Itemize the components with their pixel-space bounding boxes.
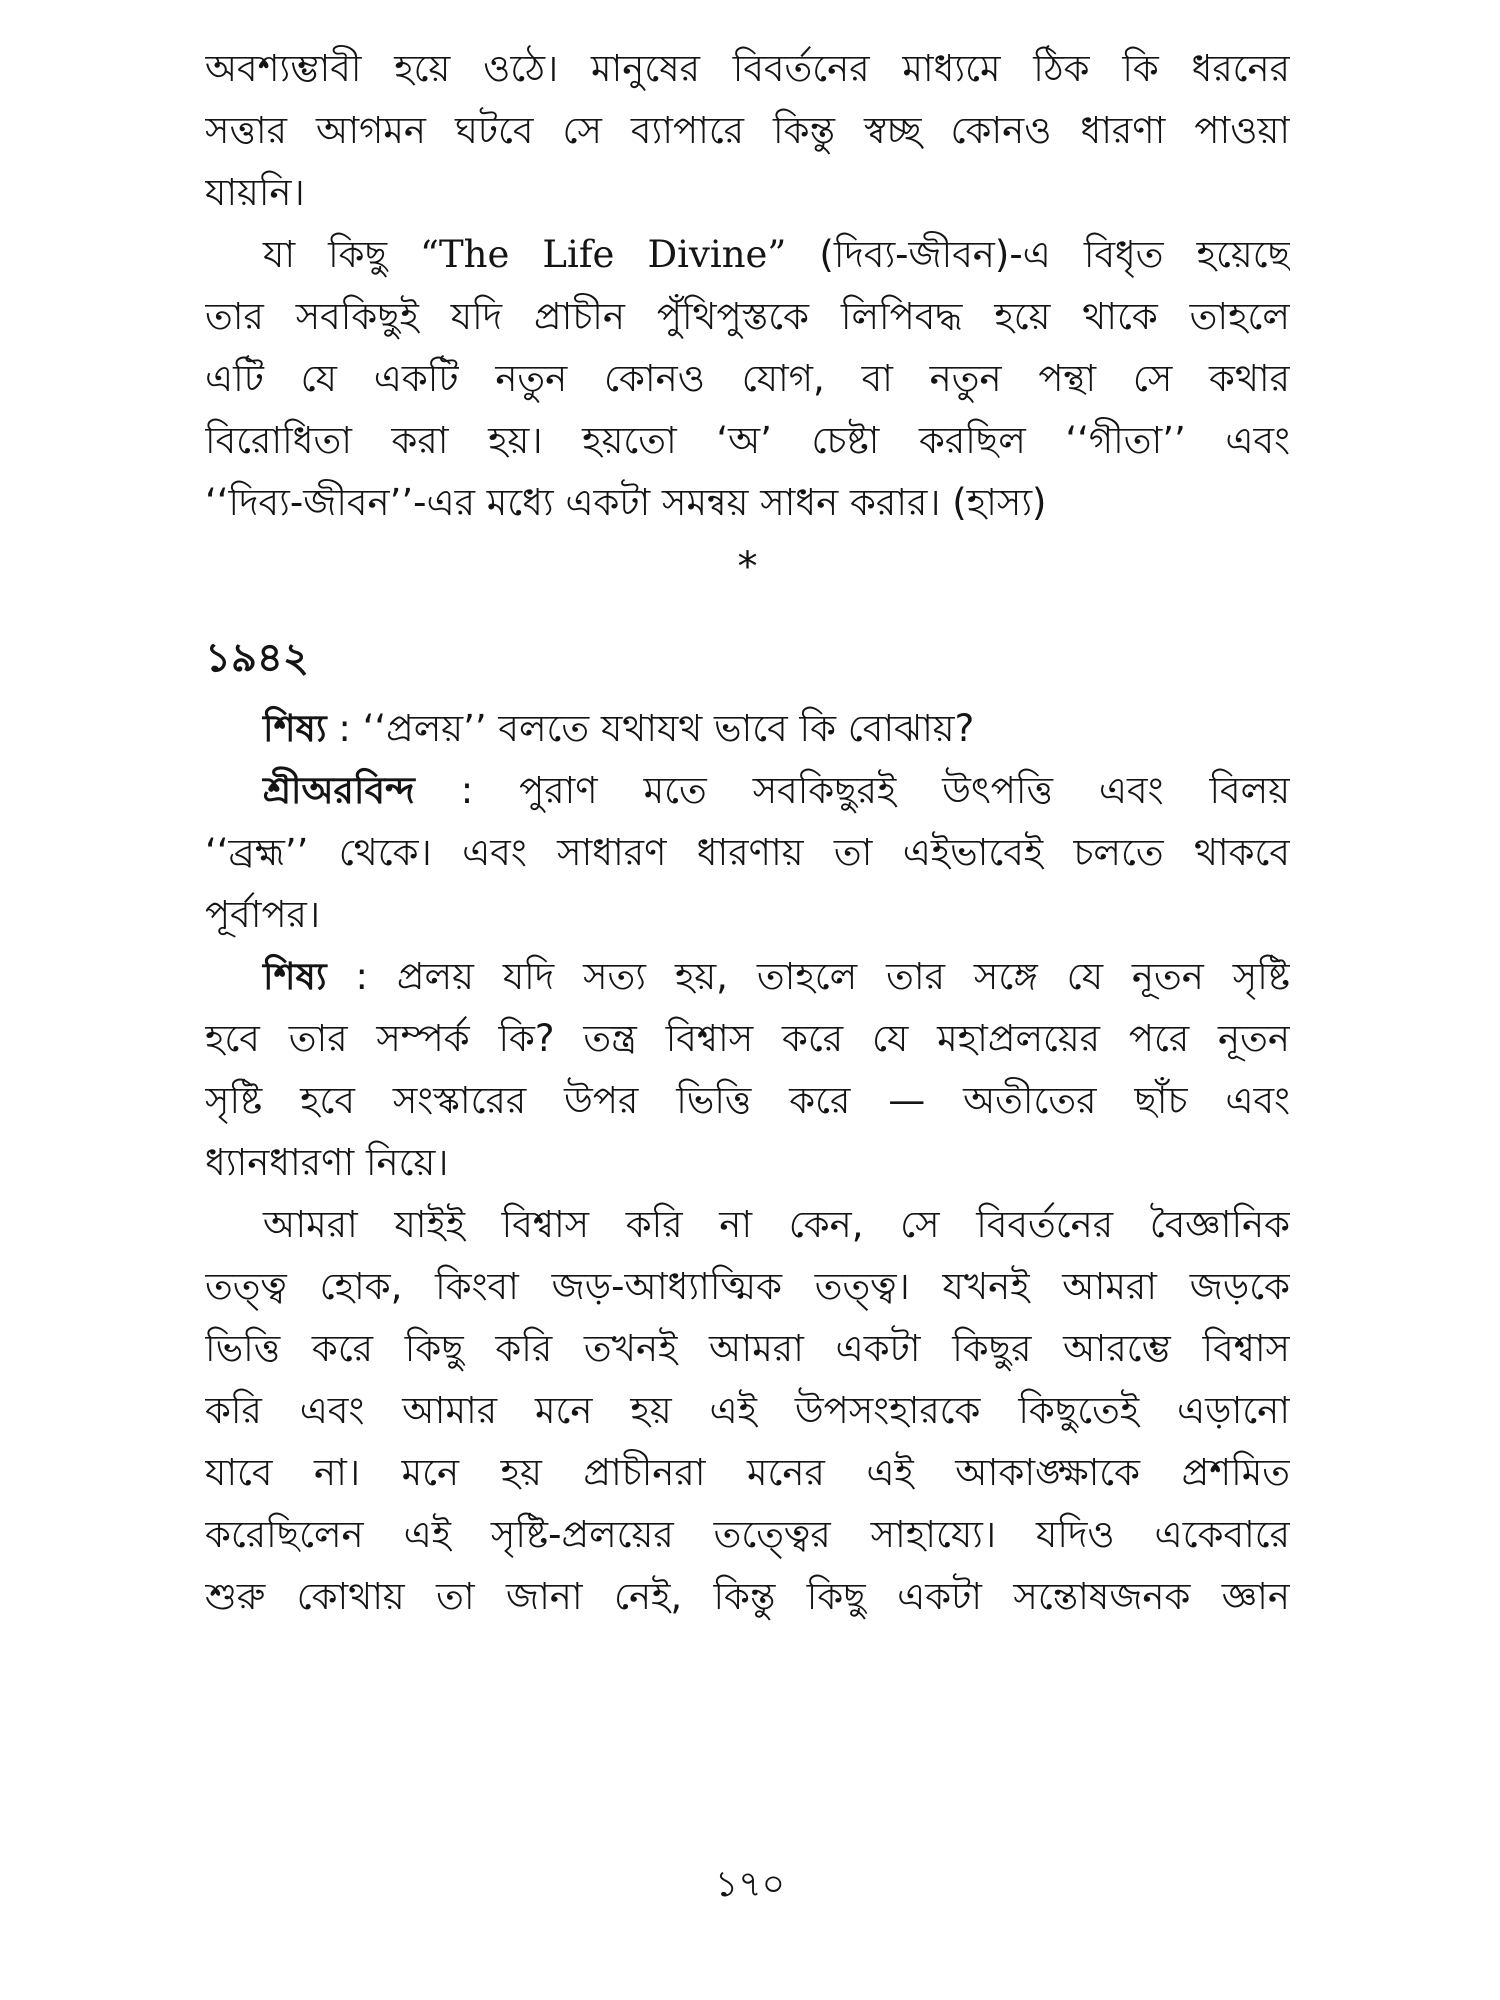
book-title-english: “The Life Divine” [420,233,787,276]
text-line: আমরা যাইই বিশ্বাস করি না কেন, সে বিবর্তনের বৈজ্ঞানিক [263,1203,1290,1246]
text-line [205,946,1290,1008]
paragraph-life-divine [205,224,1290,534]
text-line: পূর্বাপর। [205,893,321,936]
text-line: ‘‘ব্রহ্ম’’ থেকে। এবং সাধারণ ধারণায় তা এইভাবেই চলতে থাকবে [205,831,1290,874]
text-line: তত্ত্ব হোক, কিংবা জড়-আধ্যাত্মিক তত্ত্ব। যখনই আমরা জড়কে [205,1265,1290,1308]
text-line: সৃষ্টি হবে সংস্কারের উপর ভিত্তি করে — অতীতের ছাঁচ এবং [205,1079,1290,1122]
section-separator: * [737,544,758,590]
text-segment: : ‘‘প্রলয়’’ বলতে যথাযথ ভাবে কি বোঝায়? [326,707,975,750]
dialogue-answer-1 [205,760,1290,946]
paragraph-continuation [205,38,1290,224]
text-line: করি এবং আমার মনে হয় এই উপসংহারকে কিছুতেই এড়ানো [205,1389,1290,1432]
speaker-label: শিষ্য [263,955,327,998]
paragraph-belief [205,1194,1290,1628]
text-segment: (দিব্য-জীবন)-এ বিধৃত হয়েছে [786,233,1290,276]
text-line [205,698,1290,760]
text-line: করেছিলেন এই সৃষ্টি-প্রলয়ের তত্ত্বের সাহায্যে। যদিও একেবারে [205,1513,1290,1556]
text-segment: : পুরাণ মতে সবকিছুরই উৎপত্তি এবং বিলয় [414,769,1290,812]
text-line: যাবে না। মনে হয় প্রাচীনরা মনের এই আকাঙ্ক্ষাকে প্রশমিত [205,1451,1290,1494]
text-line: ভিত্তি করে কিছু করি তখনই আমরা একটা কিছুর আরম্ভে বিশ্বাস [205,1327,1290,1370]
text-line: এটি যে একটি নতুন কোনও যোগ, বা নতুন পন্থা সে কথার [205,357,1290,400]
speaker-label: শিষ্য [263,707,327,750]
page-number: ১৭০ [714,1864,786,1905]
text-line: হবে তার সম্পর্ক কি? তন্ত্র বিশ্বাস করে যে মহাপ্রলয়ের পরে নূতন [205,1017,1290,1060]
text-line: অবশ্যম্ভাবী হয়ে ওঠে। মানুষের বিবর্তনের মাধ্যমে ঠিক কি ধরনের [205,47,1290,90]
dialogue-question-2 [205,946,1290,1194]
text-line: বিরোধিতা করা হয়। হয়তো ‘অ’ চেষ্টা করছিল ‘‘গীতা’’ এবং [205,419,1290,462]
dialogue-question-1 [205,698,1290,760]
text-line [205,224,1290,286]
speaker-label: শ্রীঅরবিন্দ [263,769,415,812]
text-line: সত্তার আগমন ঘটবে সে ব্যাপারে কিন্তু স্বচ্ছ কোনও ধারণা পাওয়া [205,109,1290,152]
document-page [205,38,1290,1628]
text-segment: : প্রলয় যদি সত্য হয়, তাহলে তার সঙ্গে যে নূতন সৃষ্টি [326,955,1290,998]
text-line: যায়নি। [205,171,305,214]
text-line: ধ্যানধারণা নিয়ে। [205,1141,449,1184]
section-year-heading: ১৯৪২ [205,635,309,681]
text-line: শুরু কোথায় তা জানা নেই, কিন্তু কিছু একটা সন্তোষজনক জ্ঞান [205,1575,1290,1618]
text-line [205,760,1290,822]
text-segment: যা কিছু [263,233,421,276]
text-line: তার সবকিছুই যদি প্রাচীন পুঁথিপুস্তকে লিপিবদ্ধ হয়ে থাকে তাহলে [205,295,1290,338]
text-line: ‘‘দিব্য-জীবন’’-এর মধ্যে একটা সমন্বয় সাধন করার। (হাস্য) [205,481,1047,524]
